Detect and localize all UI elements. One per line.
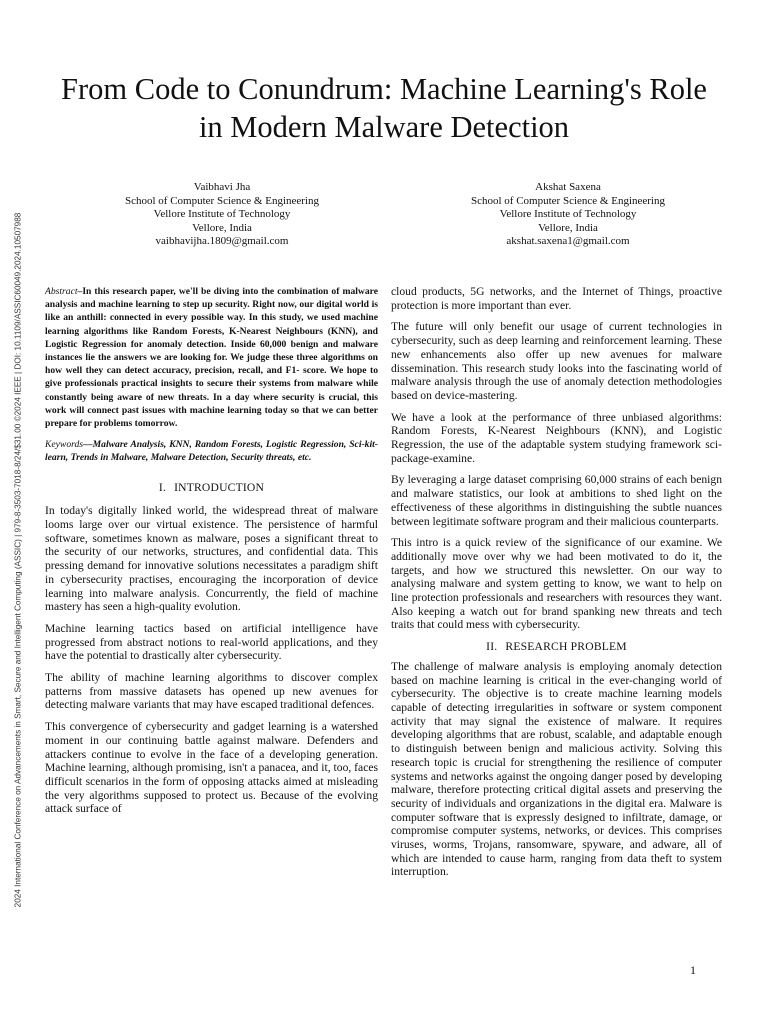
paper-title: From Code to Conundrum: Machine Learning's Role in Modern Malware Detection: [61, 72, 707, 144]
paragraph: In today's digitally linked world, the widespread threat of malware looms large over our virtual existence. The persistence of harmful software, sometimes known as malware, poses a significant threat to the security of our networks, structures, and confidential data. This pressing demand for innovative solutions necessitates a paradigm shift in cybersecurity practises, encouraging the incorporation of device learning into malware analysis. Concurrently, the field of machine mastery has seen a high-quality evolution.: [45, 504, 378, 614]
author-department: School of Computer Science & Engineering: [471, 194, 665, 207]
paragraph: This intro is a quick review of the significance of our examine. We additionally move over why we had been motivated to do it, the targets, and how we structured this newsletter. On our way to analysing malware and system getting to know, we want to help on line protection professionals and researchers with resources they want. Also keeping a watch out for brand spanking new threats and tech traits that could mess with cybersecurity.: [391, 536, 722, 632]
section-heading-introduction: [45, 481, 378, 495]
author-location: Vellore, India: [538, 221, 598, 234]
section-number: I.: [158, 480, 167, 494]
keywords-label: Keywords: [45, 439, 84, 451]
author-block-1: [72, 181, 372, 249]
doi-sidebar-text: 2024 International Conference on Advancements in Smart, Secure and Intelligent Computing (ASSIC) | 979-8-3503-7018-8/24/$31.00 ©2024 IEEE | DOI: 10.1109/ASSIC60049.2024.10507988: [13, 212, 23, 908]
author-name: Vaibhavi Jha: [193, 181, 251, 193]
author-location: Vellore, India: [192, 221, 252, 234]
paragraph: By leveraging a large dataset comprising 60,000 strains of each benign and malware statistics, our look at ambitions to shed light on the effectiveness of these algorithms in distinguishing the subtle nuances between legitimate software program and their malicious counterparts.: [391, 473, 722, 528]
author-block-2: [418, 181, 718, 249]
section-heading-research-problem: [391, 640, 722, 654]
author-name: Akshat Saxena: [535, 181, 601, 193]
paragraph: The future will only benefit our usage of current technologies in cybersecurity, such as deep learning and reinforcement learning. These new enhancements also offer up new avenues for malware dissemination. This research study looks into the fascinating world of malware analysis through the use of anomaly detection methodologies based on device-mastering.: [391, 320, 722, 402]
author-institute: Vellore Institute of Technology: [153, 208, 291, 221]
right-column: [391, 285, 722, 887]
paragraph: This convergence of cybersecurity and gadget learning is a watershed moment in our continuing battle against malware. Defenders and attackers continue to evolve in the face of a developing generation. Machine learning, although promising, isn't a panacea, and it, too, faces difficult scenarios in the form of opposing attacks aimed at misleading the very algorithms supposed to protect us. Because of the evolving attack surface of: [45, 720, 378, 816]
doi-sidebar: [10, 150, 26, 970]
paragraph: We have a look at the performance of three unbiased algorithms: Random Forests, K-Nearest Neighbours (KNN), and Logistic Regression, the use of the adaptable system studying framework sci-package-examine.: [391, 410, 722, 465]
abstract-label: Abstract: [45, 286, 78, 297]
keywords: [45, 438, 378, 464]
abstract: [45, 285, 378, 430]
paragraph: The ability of machine learning algorithms to discover complex patterns from massive datasets has opened up new avenues for detecting malware variants that may have escaped traditional defences.: [45, 671, 378, 712]
section-number: II.: [486, 640, 498, 654]
keywords-text: —Malware Analysis, KNN, Random Forests, Logistic Regression, Sci-kit-learn, Trends in Malware, Malware Detection, Security threats, etc.: [45, 439, 378, 464]
abstract-text: –In this research paper, we'll be diving into the combination of malware analysis and machine learning to step up security. Right now, our digital world is like an anthill: connected in every possible way. In this study, we used machine learning algorithms like Random Forests, K-Nearest Neighbours (KNN), and Logistic Regression for anomaly detection. Inside 60,000 benign and malware instances lie the answers we are looking for. We judge these three algorithms on how well they can detect accuracy, precision, recall, and F1- score. We hope to give professionals practical insights to secure their systems from malware while constantly being aware of new threats. In a day where security is crucial, this work will connect past issues with machine learning today so that we can better prepare for problems tomorrow.: [45, 286, 378, 430]
paragraph: Machine learning tactics based on artificial intelligence have progressed from abstract notions to real-world applications, and they have the potential to drastically alter cybersecurity.: [45, 621, 378, 663]
section-title: RESEARCH PROBLEM: [505, 640, 627, 654]
left-column: [45, 285, 378, 824]
page-number: 1: [690, 963, 696, 977]
paragraph: cloud products, 5G networks, and the Internet of Things, proactive protection is more important than ever.: [391, 285, 722, 312]
author-institute: Vellore Institute of Technology: [499, 208, 637, 221]
author-email: vaibhavijha.1809@gmail.com: [155, 235, 289, 248]
paragraph: The challenge of malware analysis is employing anomaly detection based on machine learning is critical in the ever-changing world of cybersecurity. The objective is to create machine learning models capable of detecting irregularities in software or system component activity that may signal the existence of malware. It requires developing algorithms that are robust, scalable, and adaptable enough to distinguish between benign and malicious activity. Solving this research topic is crucial for strengthening the resilience of computer systems and networks against the ongoing danger posed by developing malware, therefore protecting critical digital assets and preserving the security of individuals and organizations in the digital era. Malware is computer software that is expressly designed to infiltrate, damage, or compromise computer systems, networks, or devices. This comprises viruses, worms, Trojans, ransomware, spyware, and adware, all of which are intended to cause harm, ranging from data theft to system interruption.: [391, 659, 722, 879]
author-department: School of Computer Science & Engineering: [125, 194, 319, 207]
section-title: INTRODUCTION: [174, 480, 265, 494]
author-email: akshat.saxena1@gmail.com: [506, 235, 630, 248]
